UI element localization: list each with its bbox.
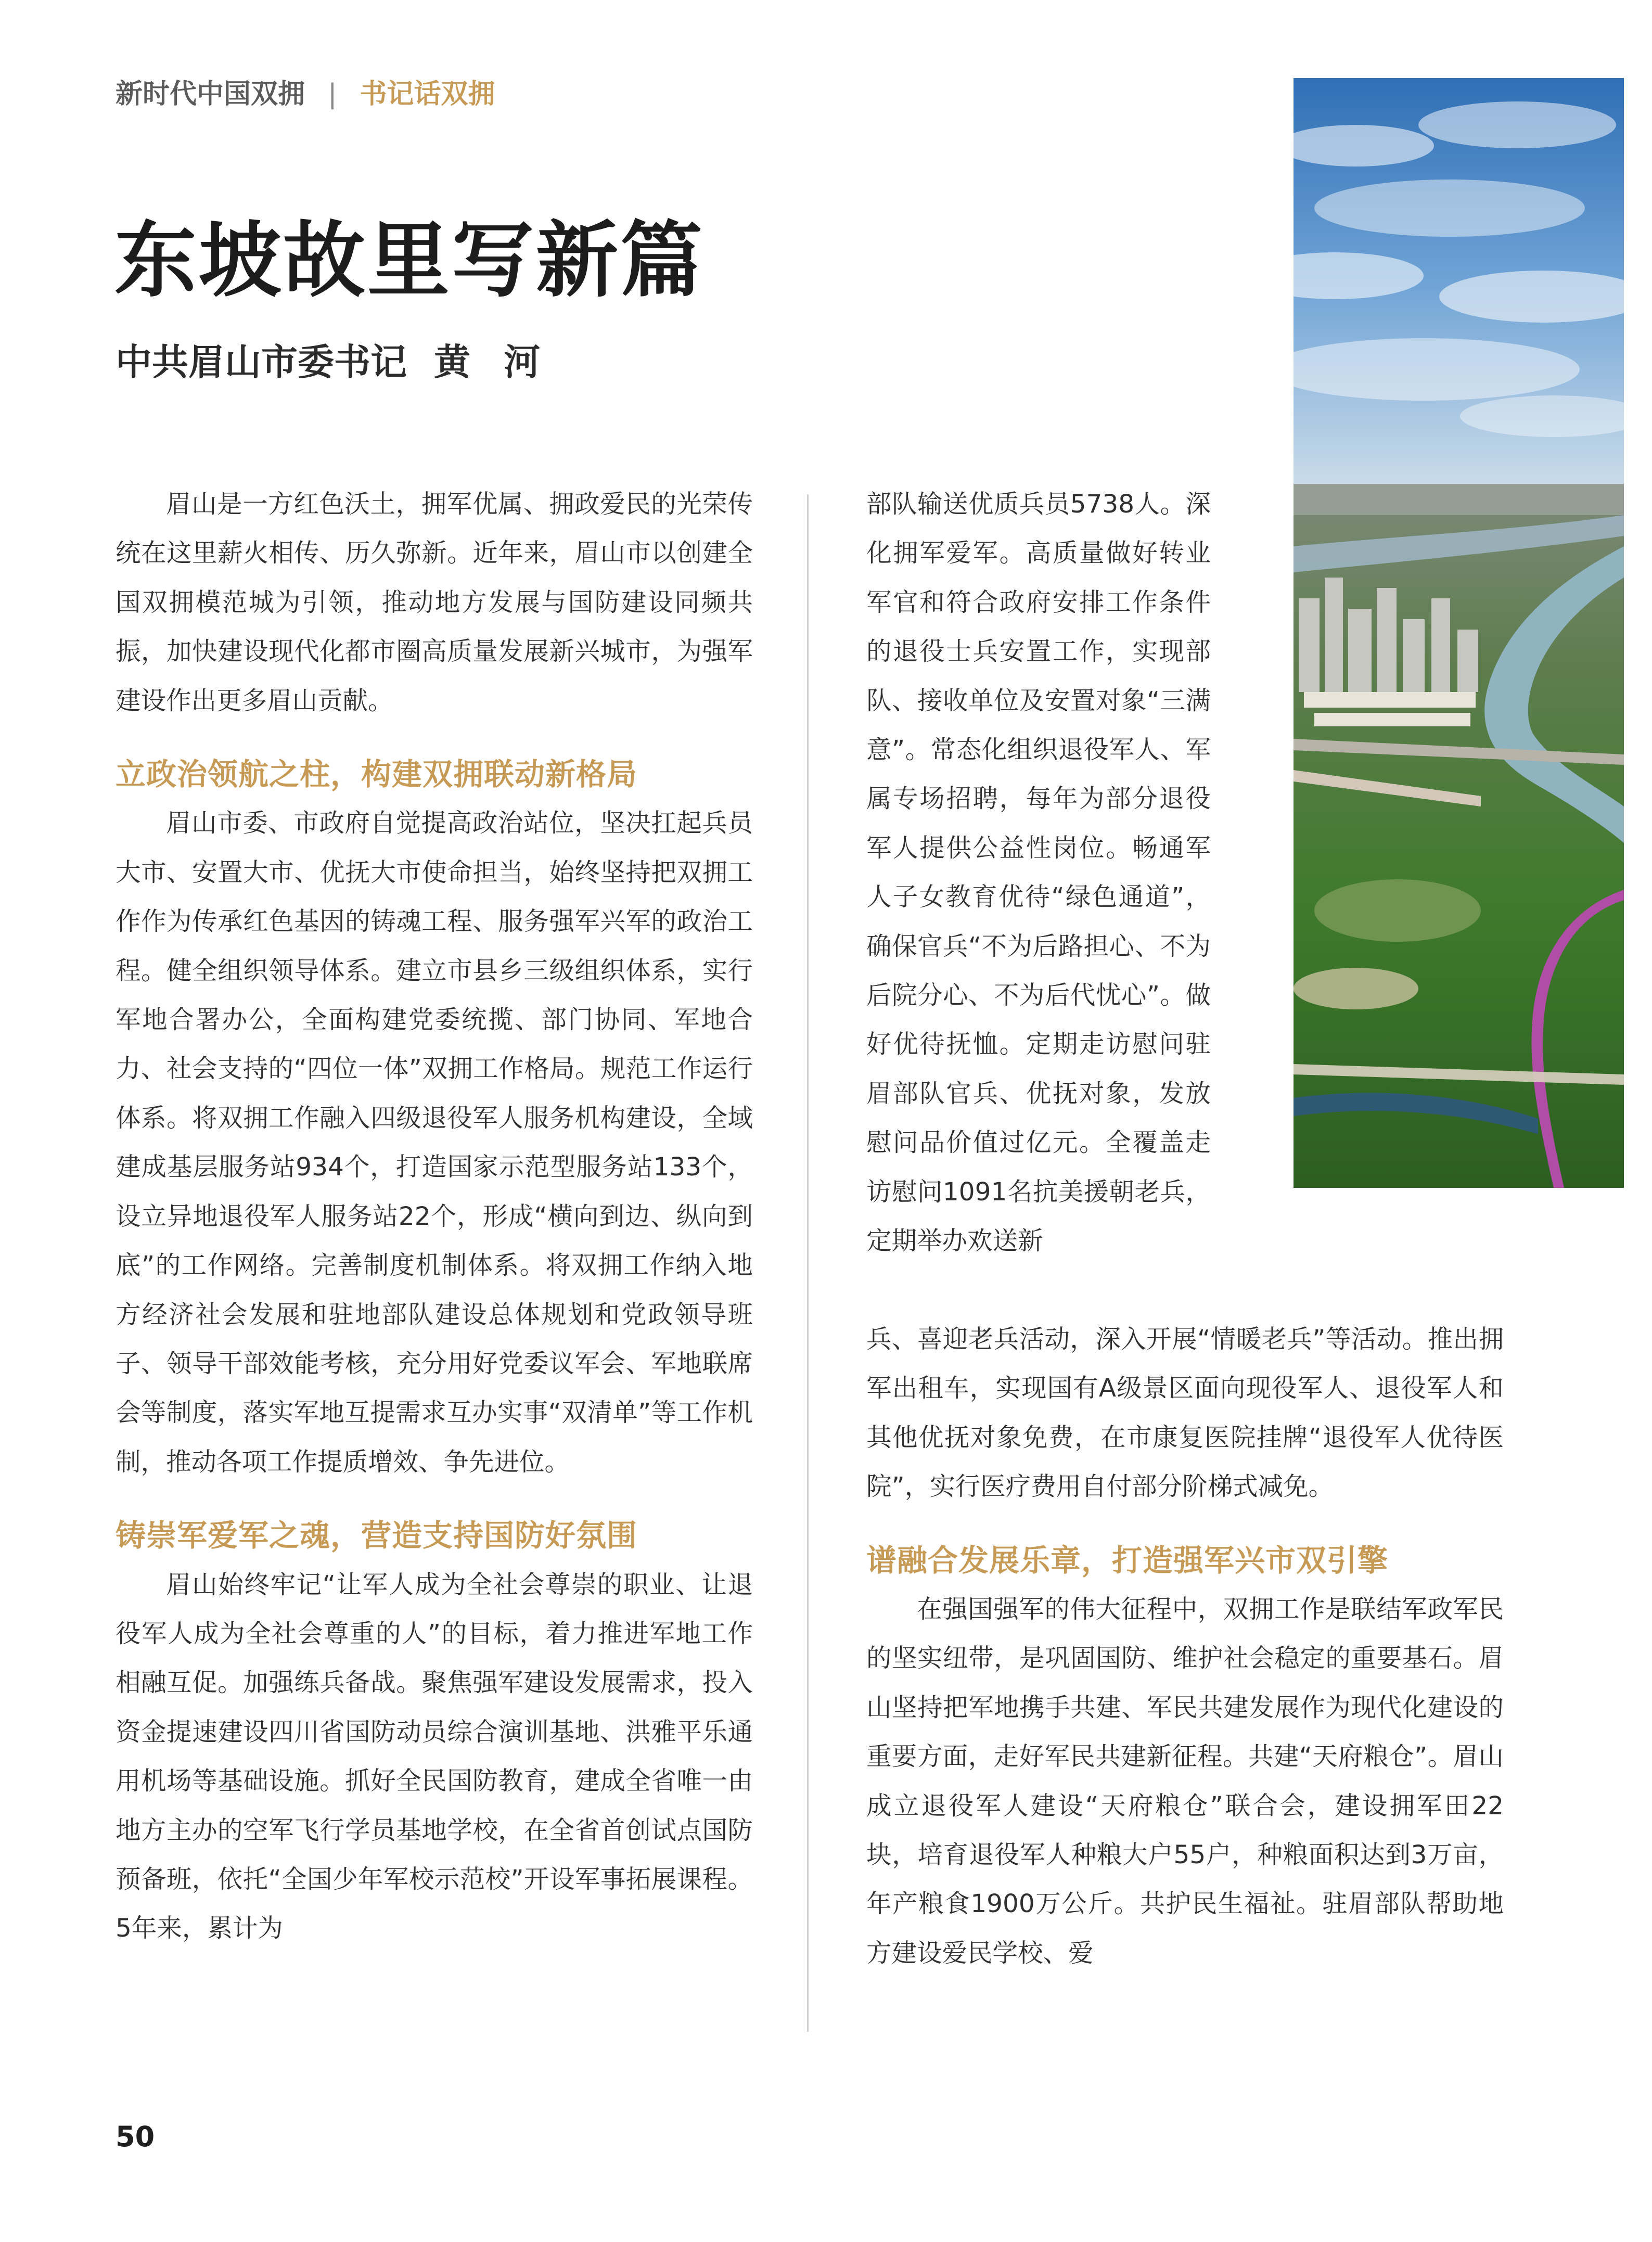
- header-separator: |: [328, 79, 337, 110]
- section-heading-2: 铸崇军爱军之魂，营造支持国防好氛围: [116, 1518, 638, 1554]
- author-byline: [116, 333, 550, 386]
- column-name: 书记话双拥: [360, 79, 495, 110]
- column-divider: [807, 494, 809, 2032]
- magazine-name: 新时代中国双拥: [116, 79, 305, 110]
- section-heading-3: 谱融合发展乐章，打造强军兴市双引擎: [866, 1542, 1389, 1578]
- right-text-column: [866, 1315, 1504, 1978]
- author-name: 黄 河: [434, 341, 551, 383]
- section-heading-1: 立政治领航之柱，构建双拥联动新格局: [116, 757, 638, 792]
- author-role: 中共眉山市委书记: [116, 341, 407, 383]
- section-2-paragraph: 眉山始终牢记“让军人成为全社会尊崇的职业、让退役军人成为全社会尊重的人”的目标，着力推进军地工作相融互促。加强练兵备战。聚焦强军建设发展需求，投入资金提速建设四川省国防动员综合演训基地、洪雅平乐通用机场等基础设施。抓好全民国防教育，建成全省唯一由地方主办的空军飞行学员基地学校，在全省首创试点国防预备班，依托“全国少年军校示范校”开设军事拓展课程。5年来，累计为: [116, 1570, 753, 1943]
- right-narrow-text: [866, 480, 1211, 1266]
- section-1-paragraph: 眉山市委、市政府自觉提高政治站位，坚决扛起兵员大市、安置大市、优抚大市使命担当，始终坚持把双拥工作作为传承红色基因的铸魂工程、服务强军兴军的政治工程。健全组织领导体系。建立市县乡三级组织体系，实行军地合署办公，全面构建党委统揽、部门协同、军地合力、社会支持的“四位一体”双拥工作格局。规范工作运行体系。将双拥工作融入四级退役军人服务机构建设，全域建成基层服务站934个，打造国家示范型服务站133个，设立异地退役军人服务站22个，形成“横向到边、纵向到底”的工作网络。完善制度机制体系。将双拥工作纳入地方经济社会发展和驻地部队建设总体规划和党政领导班子、领导干部效能考核，充分用好党委议军会、军地联席会等制度，落实军地互提需求互办实事“双清单”等工作机制，推动各项工作提质增效、争先进位。: [116, 809, 753, 1477]
- running-header: [116, 72, 495, 111]
- page-number: 50: [116, 2120, 155, 2153]
- aerial-city-photo: [1294, 78, 1624, 1188]
- article-title: 东坡故里写新篇: [114, 212, 705, 309]
- section-3-paragraph: 在强国强军的伟大征程中，双拥工作是联结军政军民的坚实纽带，是巩固国防、维护社会稳定的重要基石。眉山坚持把军地携手共建、军民共建发展作为现代化建设的重要方面，走好军民共建新征程。共建“天府粮仓”。眉山成立退役军人建设“天府粮仓”联合会，建设拥军田22块，培育退役军人种粮大户55户，种粮面积达到3万亩，年产粮食1900万公斤。共护民生福祉。驻眉部队帮助地方建设爱民学校、爱: [866, 1595, 1504, 1968]
- intro-paragraph: 眉山是一方红色沃土，拥军优属、拥政爱民的光荣传统在这里薪火相传、历久弥新。近年来，眉山市以创建全国双拥模范城为引领，推动地方发展与国防建设同频共振，加快建设现代化都市圈高质量发展新兴城市，为强军建设作出更多眉山贡献。: [116, 490, 753, 715]
- continuation-paragraph: 部队输送优质兵员5738人。深化拥军爱军。高质量做好转业军官和符合政府安排工作条件的退役士兵安置工作，实现部队、接收单位及安置对象“三满意”。常态化组织退役军人、军属专场招聘，每年为部分退役军人提供公益性岗位。畅通军人子女教育优待“绿色通道”，确保官兵“不为后路担心、不为后院分心、不为后代忧心”。做好优待抚恤。定期走访慰问驻眉部队官兵、优抚对象，发放慰问品价值过亿元。全覆盖走访慰问1091名抗美援朝老兵，定期举办欢送新: [866, 490, 1211, 1256]
- left-text-column: [116, 480, 753, 1953]
- continuation-wide-paragraph: 兵、喜迎老兵活动，深入开展“情暖老兵”等活动。推出拥军出租车，实现国有A级景区面向现役军人、退役军人和其他优抚对象免费，在市康复医院挂牌“退役军人优待医院”，实行医疗费用自付部分阶梯式减免。: [866, 1325, 1504, 1502]
